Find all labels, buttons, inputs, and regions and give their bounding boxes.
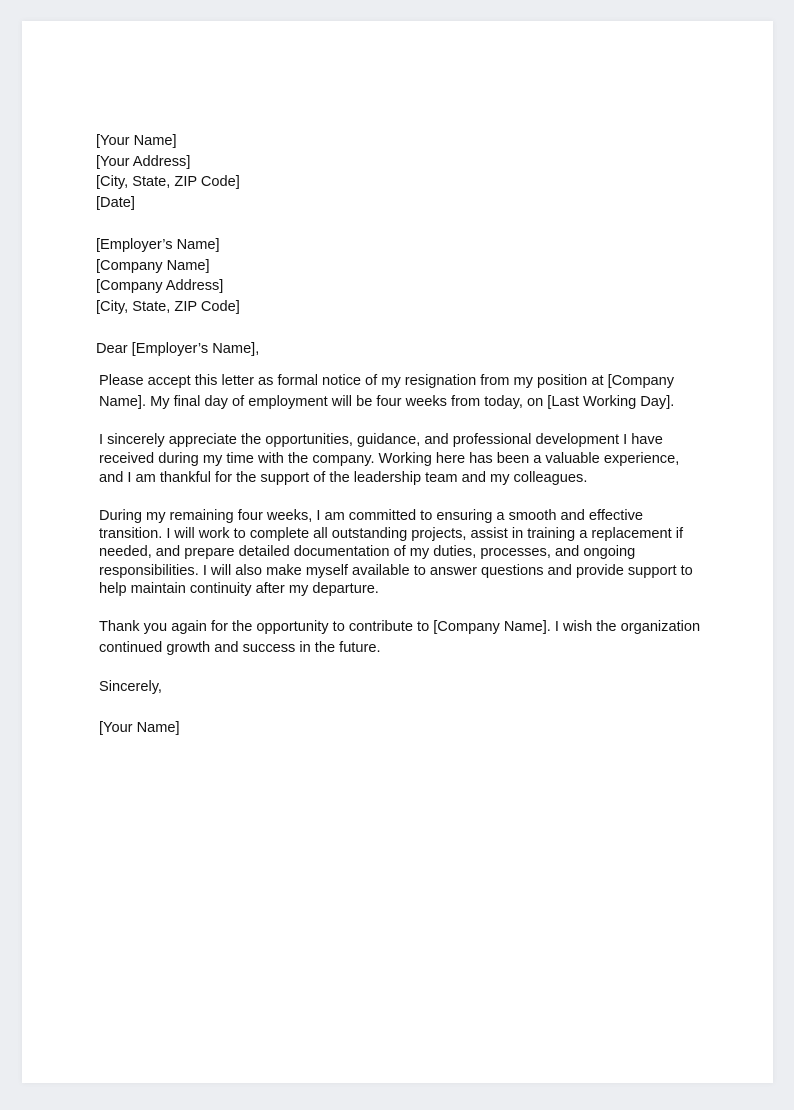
sender-address: [Your Address] bbox=[96, 153, 191, 170]
paragraph-line: Please accept this letter as formal notice of my resignation from my position at [Company bbox=[99, 373, 675, 389]
letter-page bbox=[22, 21, 773, 1083]
body-paragraph bbox=[99, 507, 699, 598]
recipient-address-block bbox=[96, 235, 240, 317]
paragraph-line: Name]. My final day of employment will be four weeks from today, on [Last Working Day]. bbox=[99, 393, 675, 410]
paragraph-line: and I am thankful for the support of the leadership team and my colleagues. bbox=[99, 470, 588, 486]
paragraph-line: continued growth and success in the future. bbox=[99, 639, 381, 656]
paragraph-line: Thank you again for the opportunity to contribute to [Company Name]. I wish the organization bbox=[99, 619, 701, 636]
sender-name: [Your Name] bbox=[96, 133, 177, 149]
paragraph-line: received during my time with the company. Working here has been a valuable experience, bbox=[99, 451, 680, 467]
sender-address-block bbox=[96, 131, 240, 213]
paragraph-line: transition. I will work to complete all outstanding projects, assist in training a replacement if bbox=[99, 526, 684, 543]
paragraph-line: needed, and prepare detailed documentation of my duties, processes, and ongoing bbox=[99, 544, 636, 561]
body-paragraph bbox=[99, 617, 699, 658]
closing: Sincerely, bbox=[99, 679, 162, 696]
sender-city-state-zip: [City, State, ZIP Code] bbox=[96, 174, 240, 190]
recipient-company: [Company Name] bbox=[96, 257, 210, 274]
signature-name: [Your Name] bbox=[99, 719, 180, 736]
salutation: Dear [Employer’s Name], bbox=[96, 341, 260, 357]
recipient-company-address: [Company Address] bbox=[96, 278, 224, 294]
paragraph-line: I sincerely appreciate the opportunities, guidance, and professional development I have bbox=[99, 432, 663, 448]
recipient-name: [Employer’s Name] bbox=[96, 237, 220, 253]
paragraph-line: help maintain continuity after my departure. bbox=[99, 580, 379, 597]
body-paragraph bbox=[99, 371, 699, 412]
recipient-city-state-zip: [City, State, ZIP Code] bbox=[96, 298, 240, 315]
paragraph-line: During my remaining four weeks, I am committed to ensuring a smooth and effective bbox=[99, 508, 644, 524]
body-paragraph bbox=[99, 431, 699, 488]
paragraph-line: responsibilities. I will also make myself available to answer questions and provide support to bbox=[99, 562, 693, 579]
letter-date: [Date] bbox=[96, 194, 135, 211]
letter-body bbox=[99, 371, 699, 738]
